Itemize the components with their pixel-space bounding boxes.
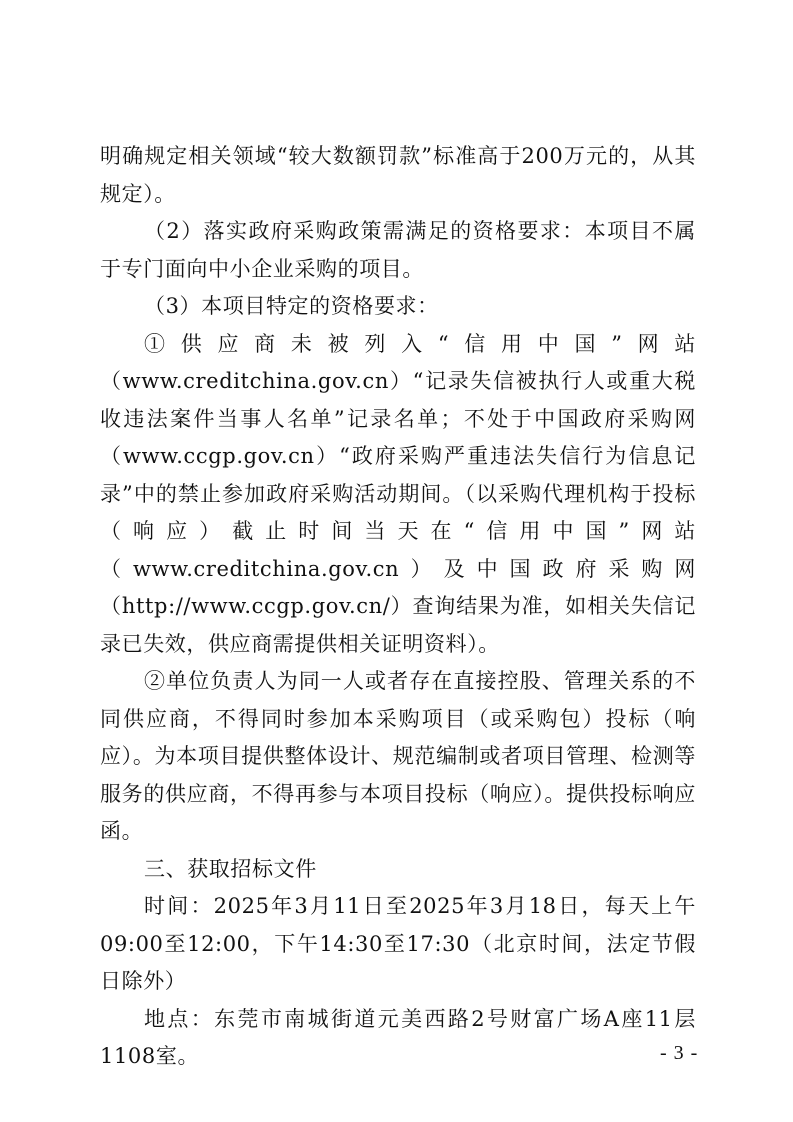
paragraph-credit-check-intro: ①供应商未被列入“信用中国”网站 xyxy=(144,331,696,356)
paragraph-penalty-note: 明确规定相关领域“较大数额罚款”标准高于200万元的，从其规定）。 xyxy=(100,144,696,206)
paragraph-credit-check-detail: （www.creditchina.gov.cn）“记录失信被执行人或重大税收违法案件当事人名单”记录名单；不处于中国政府采购网（www.ccgp.gov.cn）“政府采购严重违法失信行为信息记录”中的禁止参加政府采购活动期间。（以采购代理机构于投标（响应）截止时间当天在“信用中国”网站（www.creditchina.gov.cn）及中国政府采购网（http://www.ccgp.gov.cn/）查询结果为准，如相关失信记录已失效，供应商需提供相关证明资料）。 xyxy=(100,369,696,656)
paragraph-specific-requirement-heading: （3）本项目特定的资格要求： xyxy=(144,294,439,318)
section-heading-obtain-documents: 三、获取招标文件 xyxy=(144,856,317,881)
paragraph-location: 地点：东莞市南城街道元美西路2号财富广场A座11层1108室。 xyxy=(100,1006,696,1068)
paragraph-related-supplier-rule: ②单位负责人为同一人或者存在直接控股、管理关系的不同供应商，不得同时参加本采购项目（或采购包）投标（响应）。为本项目提供整体设计、规范编制或者项目管理、检测等服务的供应商，不得再参与本项目投标（响应）。提供投标响应函。 xyxy=(100,669,696,843)
document-body xyxy=(100,138,699,1076)
paragraph-policy-requirement: （2）落实政府采购政策需满足的资格要求：本项目不属于专门面向中小企业采购的项目。 xyxy=(100,219,696,281)
page-number: - 3 - xyxy=(660,1042,699,1064)
paragraph-time: 时间：2025年3月11日至2025年3月18日，每天上午09:00至12:00，下午14:30至17:30（北京时间，法定节假日除外） xyxy=(100,894,696,993)
